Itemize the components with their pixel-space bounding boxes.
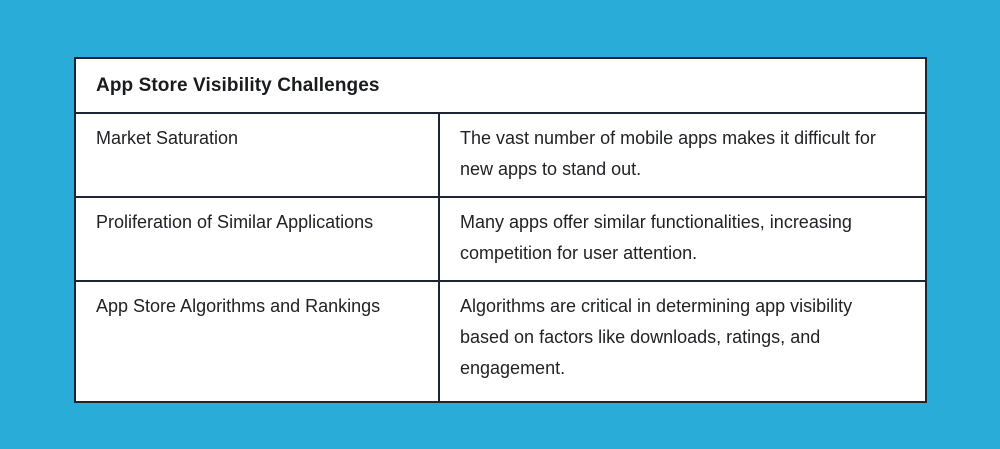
challenge-label: Market Saturation bbox=[75, 113, 439, 197]
challenges-table bbox=[74, 57, 927, 403]
table-title: App Store Visibility Challenges bbox=[75, 58, 926, 113]
table-row bbox=[75, 281, 926, 402]
table-row bbox=[75, 197, 926, 281]
table-row bbox=[75, 113, 926, 197]
challenge-label: Proliferation of Similar Applications bbox=[75, 197, 439, 281]
challenge-description: Algorithms are critical in determining app visibility based on factors like downloads, ratings, and engagement. bbox=[439, 281, 926, 402]
challenge-description: The vast number of mobile apps makes it difficult for new apps to stand out. bbox=[439, 113, 926, 197]
challenge-label: App Store Algorithms and Rankings bbox=[75, 281, 439, 402]
challenge-description: Many apps offer similar functionalities, increasing competition for user attention. bbox=[439, 197, 926, 281]
table-title-row bbox=[75, 58, 926, 113]
